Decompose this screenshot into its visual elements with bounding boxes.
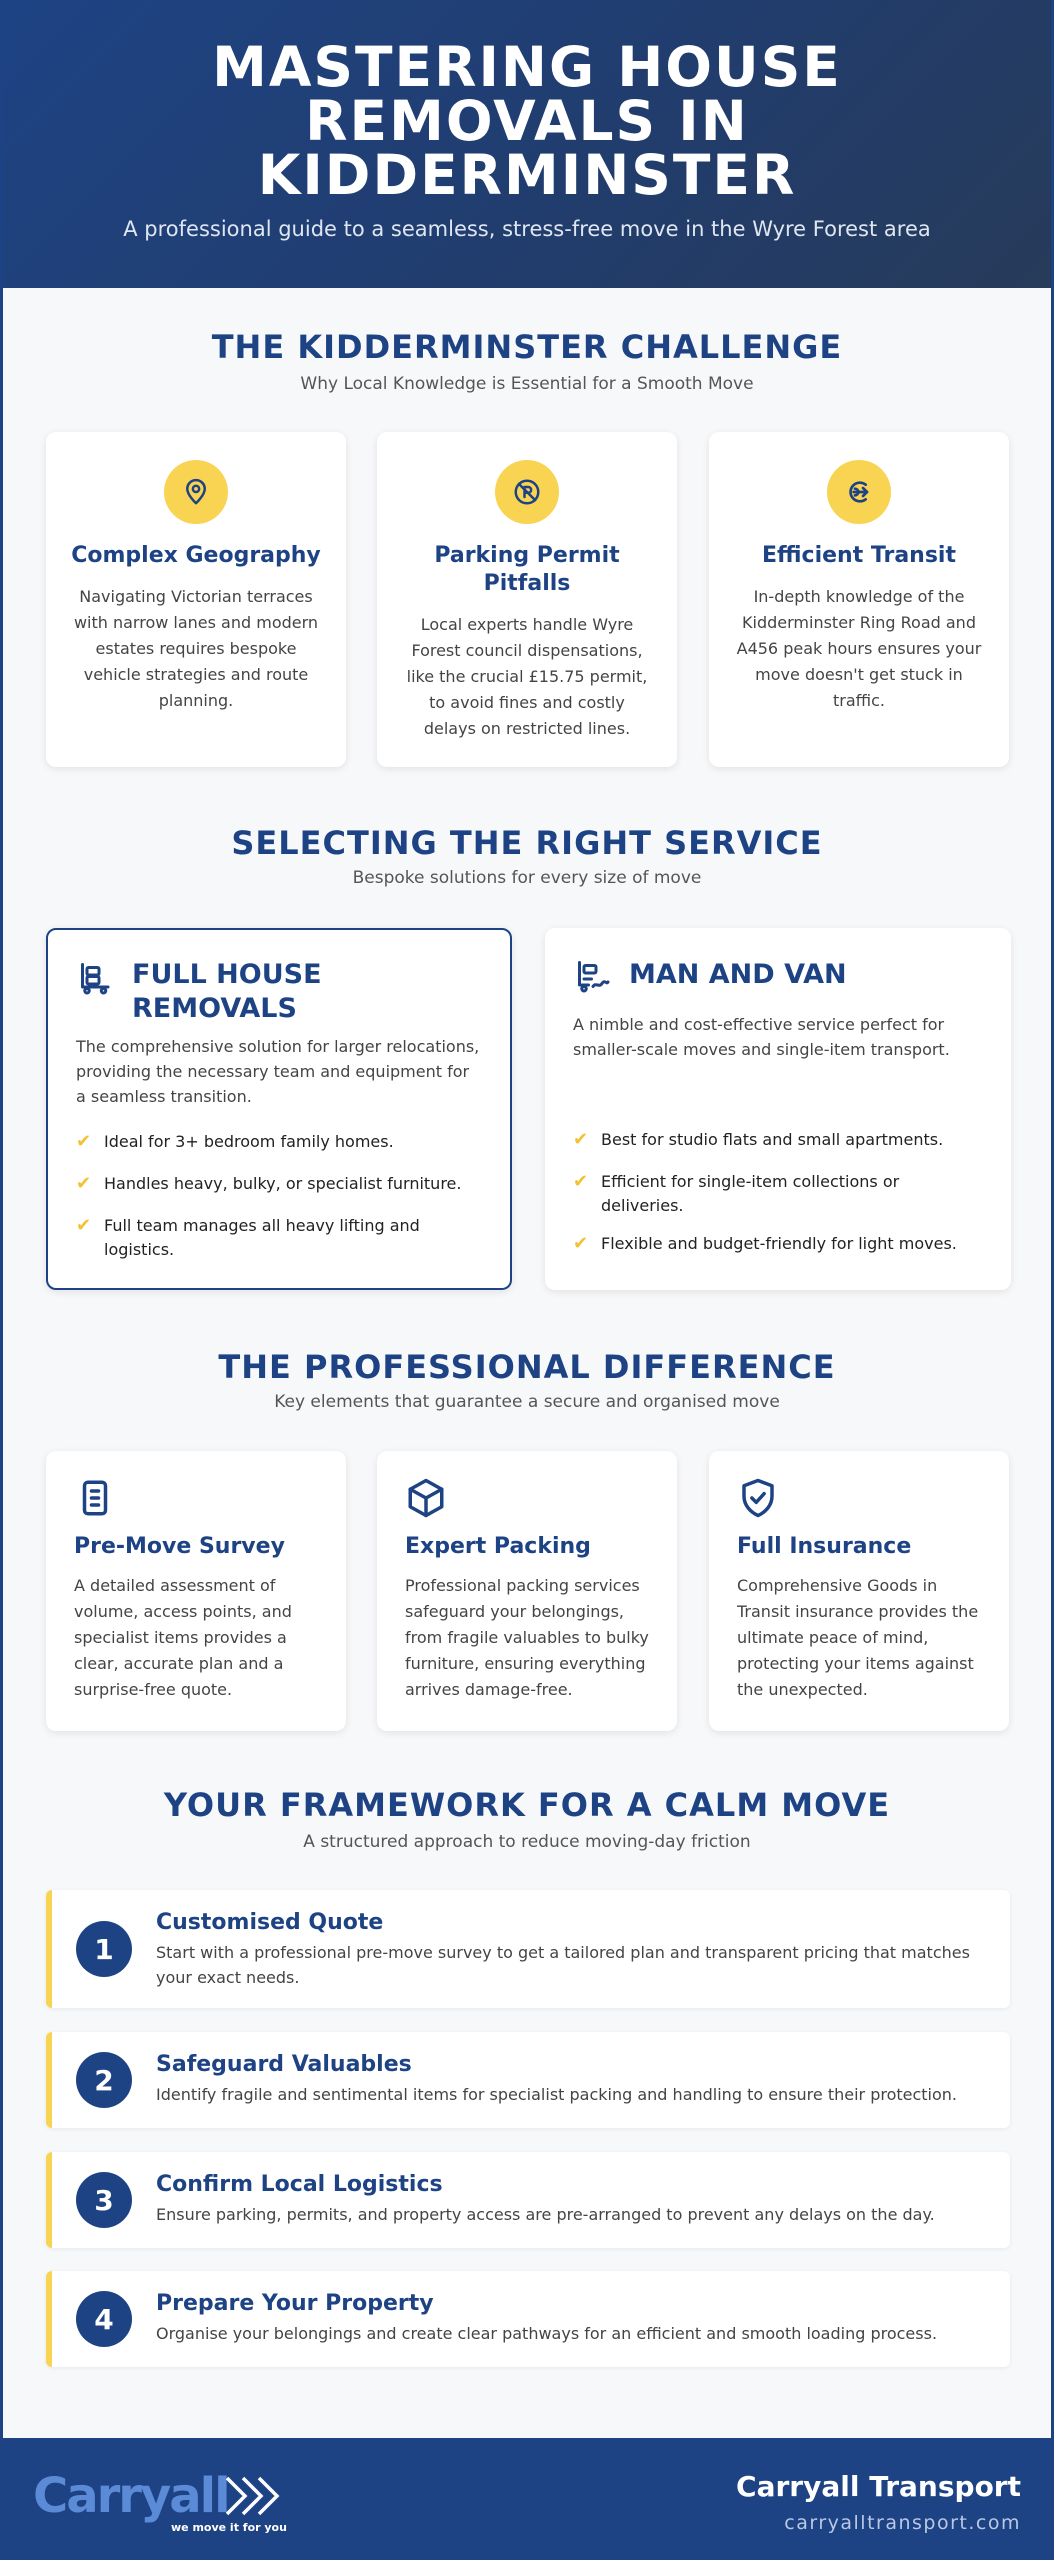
step-text: Organise your belongings and create clear pathways for an efficient and smooth loading process. bbox=[156, 2324, 938, 2343]
transit-icon bbox=[827, 460, 891, 524]
service-card-desc: The comprehensive solution for larger relocations, providing the necessary team and equipment for a seamless transition. bbox=[76, 1037, 480, 1106]
challenge-subtitle: Why Local Knowledge is Essential for a Smooth Move bbox=[300, 374, 754, 394]
difference-card-survey bbox=[46, 1451, 346, 1731]
service-card-full-house bbox=[46, 928, 512, 1290]
clipboard-icon bbox=[74, 1477, 116, 1519]
step-title: Customised Quote bbox=[156, 1910, 384, 1935]
challenge-card-parking bbox=[377, 432, 677, 767]
check-icon: ✔ bbox=[76, 1173, 92, 1194]
svg-text:Carryall: Carryall bbox=[33, 2468, 229, 2524]
difference-card-packing bbox=[377, 1451, 677, 1731]
challenge-card-title: Complex Geography bbox=[71, 543, 321, 568]
challenge-card-title: Parking Permit Pitfalls bbox=[434, 543, 620, 596]
list-item-text: Efficient for single-item collections or deliveries. bbox=[601, 1172, 900, 1215]
step-card bbox=[46, 2152, 1010, 2248]
list-item-text: Handles heavy, bulky, or specialist furniture. bbox=[104, 1174, 462, 1193]
service-feature-list bbox=[76, 1130, 482, 1262]
box-icon bbox=[405, 1477, 447, 1519]
service-card-desc: A nimble and cost-effective service perfect for smaller-scale moves and single-item transport. bbox=[573, 1015, 950, 1059]
list-item bbox=[573, 1232, 983, 1256]
step-card bbox=[46, 2032, 1010, 2128]
hero-title-line: MASTERING HOUSE bbox=[212, 35, 842, 99]
framework-title: YOUR FRAMEWORK FOR A CALM MOVE bbox=[163, 1786, 891, 1824]
difference-card-insurance bbox=[709, 1451, 1009, 1731]
service-feature-list bbox=[573, 1128, 983, 1256]
list-item-text: Full team manages all heavy lifting and logistics. bbox=[104, 1216, 420, 1259]
step-text: Ensure parking, permits, and property access are pre-arranged to prevent any delays on the day. bbox=[156, 2205, 935, 2224]
step-text: Identify fragile and sentimental items for specialist packing and handling to ensure their protection. bbox=[156, 2085, 958, 2104]
hero-title-line: KIDDERMINSTER bbox=[257, 143, 797, 207]
step-number: 3 bbox=[76, 2172, 132, 2228]
challenge-card-geography bbox=[46, 432, 346, 767]
map-pin-icon bbox=[164, 460, 228, 524]
step-number: 4 bbox=[76, 2291, 132, 2347]
step-card bbox=[46, 1890, 1010, 2008]
check-icon: ✔ bbox=[573, 1233, 589, 1254]
step-title: Confirm Local Logistics bbox=[156, 2172, 443, 2197]
list-item bbox=[76, 1130, 482, 1154]
check-icon: ✔ bbox=[573, 1171, 589, 1192]
trolley-icon bbox=[78, 960, 114, 996]
footer-company-name: Carryall Transport bbox=[736, 2470, 1021, 2503]
difference-card-text: Comprehensive Goods in Transit insurance provides the ultimate peace of mind, protecting your items against the unexpected. bbox=[737, 1576, 979, 1699]
svg-text:we move it for you: we move it for you bbox=[171, 2521, 287, 2534]
challenge-card-title: Efficient Transit bbox=[761, 543, 956, 568]
check-icon: ✔ bbox=[573, 1129, 589, 1150]
step-title: Safeguard Valuables bbox=[156, 2052, 412, 2077]
difference-title: THE PROFESSIONAL DIFFERENCE bbox=[218, 1348, 836, 1386]
service-card-man-and-van bbox=[545, 928, 1011, 1290]
list-item bbox=[76, 1214, 482, 1262]
step-card bbox=[46, 2271, 1010, 2367]
step-number: 2 bbox=[76, 2052, 132, 2108]
difference-card-title: Pre-Move Survey bbox=[74, 1534, 285, 1559]
hero-title-line: REMOVALS IN bbox=[305, 89, 749, 153]
difference-card-title: Expert Packing bbox=[405, 1534, 591, 1559]
difference-subtitle: Key elements that guarantee a secure and organised move bbox=[274, 1392, 780, 1412]
carryall-logo bbox=[31, 2468, 311, 2538]
no-parking-icon bbox=[495, 460, 559, 524]
footer-website-link[interactable]: carryalltransport.com bbox=[784, 2512, 1021, 2534]
challenge-card-transit bbox=[709, 432, 1009, 767]
service-card-title: MAN AND VAN bbox=[629, 959, 847, 990]
list-item bbox=[573, 1128, 983, 1152]
service-card-header bbox=[575, 956, 991, 994]
service-card-header bbox=[78, 958, 490, 1026]
list-item bbox=[76, 1172, 482, 1196]
list-item-text: Flexible and budget-friendly for light moves. bbox=[601, 1234, 957, 1253]
service-title: SELECTING THE RIGHT SERVICE bbox=[231, 824, 823, 862]
challenge-card-text: Local experts handle Wyre Forest council dispensations, like the crucial £15.75 permit, to avoid fines and costly delays on restricted lines. bbox=[406, 615, 648, 738]
challenge-title: THE KIDDERMINSTER CHALLENGE bbox=[211, 328, 843, 366]
list-item-text: Ideal for 3+ bedroom family homes. bbox=[104, 1132, 394, 1151]
service-card-title: FULL HOUSE REMOVALS bbox=[132, 959, 322, 1024]
challenge-card-text: In-depth knowledge of the Kidderminster Ring Road and A456 peak hours ensures your move doesn't get stuck in traffic. bbox=[736, 587, 982, 710]
difference-card-text: Professional packing services safeguard your belongings, from fragile valuables to bulky furniture, ensuring everything arrives damage-free. bbox=[405, 1576, 649, 1699]
hero-banner bbox=[3, 0, 1051, 288]
difference-card-text: A detailed assessment of volume, access points, and specialist items provides a clear, accurate plan and a surprise-free quote. bbox=[74, 1576, 292, 1699]
step-number: 1 bbox=[76, 1921, 132, 1977]
service-subtitle: Bespoke solutions for every size of move bbox=[352, 868, 702, 888]
shield-check-icon bbox=[737, 1477, 779, 1519]
list-item-text: Best for studio flats and small apartments. bbox=[601, 1130, 944, 1149]
hero-subtitle: A professional guide to a seamless, stress-free move in the Wyre Forest area bbox=[123, 217, 931, 241]
step-title: Prepare Your Property bbox=[156, 2291, 434, 2316]
hero-title bbox=[3, 35, 1051, 207]
challenge-card-text: Navigating Victorian terraces with narrow lanes and modern estates requires bespoke vehicle strategies and route planning. bbox=[73, 587, 319, 710]
step-text: Start with a professional pre-move survey to get a tailored plan and transparent pricing that matches your exact needs. bbox=[156, 1943, 970, 1987]
check-icon: ✔ bbox=[76, 1215, 92, 1236]
footer bbox=[3, 2438, 1051, 2560]
framework-subtitle: A structured approach to reduce moving-day friction bbox=[303, 1832, 751, 1852]
check-icon: ✔ bbox=[76, 1131, 92, 1152]
van-icon bbox=[575, 958, 611, 994]
difference-card-title: Full Insurance bbox=[737, 1534, 912, 1559]
list-item bbox=[573, 1170, 983, 1218]
